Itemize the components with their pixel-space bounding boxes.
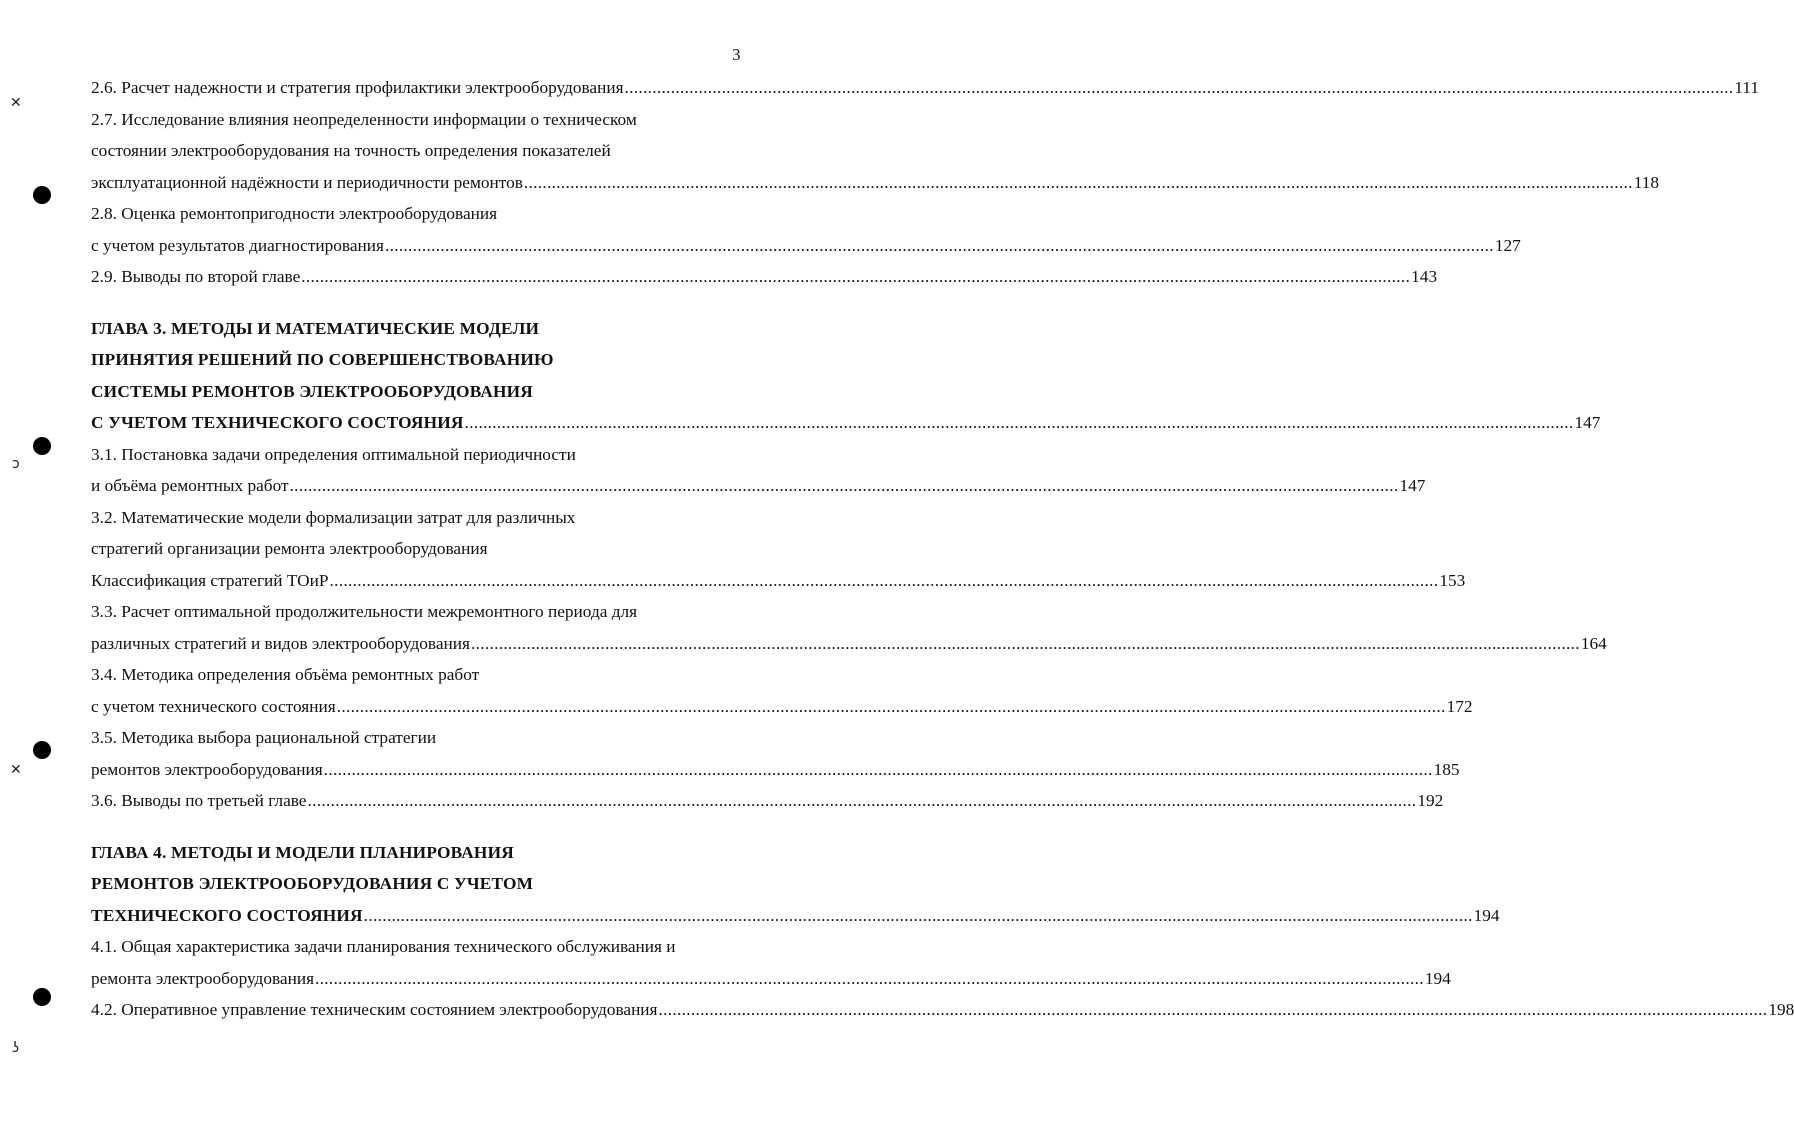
toc-page-number: 172 — [1446, 696, 1473, 716]
toc-line-text: и объёма ремонтных работ — [91, 476, 289, 495]
toc-line — [91, 900, 1500, 932]
toc-entry — [91, 198, 1521, 261]
toc-line — [91, 628, 1607, 660]
toc-entry — [91, 596, 1607, 659]
toc-line — [91, 230, 1521, 262]
toc-line — [91, 659, 738, 691]
toc-page-number: 127 — [1494, 235, 1521, 255]
punch-hole — [33, 988, 51, 1006]
toc-dot-leader: ................................................................................................................................................................................................................................................ — [307, 791, 1417, 810]
toc-line-text: ПРИНЯТИЯ РЕШЕНИЙ ПО СОВЕРШЕНСТВОВАНИЮ — [91, 350, 554, 369]
toc-dot-leader: ................................................................................................................................................................................................................................................ — [323, 759, 1433, 779]
toc-line-text: 2.6. Расчет надежности и стратегия профилактики электрооборудования — [91, 78, 624, 97]
toc-line — [91, 439, 738, 471]
punch-hole — [33, 741, 51, 759]
toc-page-number: 143 — [1411, 267, 1438, 286]
toc-entry — [91, 104, 1660, 199]
toc-line-text: ремонтов электрооборудования — [91, 759, 323, 779]
toc-line-text: состоянии электрооборудования на точность определения показателей — [91, 141, 611, 160]
toc-line-text: 3.2. Математические модели формализации затрат для различных — [91, 507, 576, 527]
toc-dot-leader: ................................................................................................................................................................................................................................................ — [315, 968, 1424, 988]
toc-line — [91, 994, 1794, 1026]
toc-line — [91, 785, 1444, 817]
toc-line — [91, 313, 738, 345]
toc-entry — [91, 659, 1473, 722]
toc-line — [91, 470, 1426, 502]
toc-entry — [91, 261, 1438, 293]
toc-line-text: 3.5. Методика выбора рациональной стратегии — [91, 728, 437, 747]
toc-line — [91, 533, 738, 565]
toc-line — [91, 691, 1473, 723]
margin-mark: ʖ — [12, 1040, 20, 1056]
toc-line-text: эксплуатационной надёжности и периодичности ремонтов — [91, 172, 523, 192]
toc-line-text: различных стратегий и видов электрооборудования — [91, 633, 470, 653]
punch-hole — [33, 186, 51, 204]
toc-page-number: 194 — [1473, 905, 1500, 925]
toc-line — [91, 837, 738, 869]
toc-line-text: 3.1. Постановка задачи определения оптимальной периодичности — [91, 444, 576, 464]
toc-page-number: 194 — [1424, 968, 1451, 988]
toc-entry — [91, 994, 1794, 1026]
toc-line-text: 3.6. Выводы по третьей главе — [91, 791, 307, 810]
toc-dot-leader: ................................................................................................................................................................................................................................................ — [363, 905, 1473, 925]
toc-line-text: ГЛАВА 3. МЕТОДЫ И МАТЕМАТИЧЕСКИЕ МОДЕЛИ — [91, 318, 540, 338]
toc-page-number: 164 — [1580, 633, 1607, 653]
toc-line-text: 2.9. Выводы по второй главе — [91, 267, 301, 286]
toc-page-number: 111 — [1734, 78, 1760, 97]
toc-line — [91, 754, 1460, 786]
toc-dot-leader: ................................................................................................................................................................................................................................................ — [523, 172, 1633, 192]
toc-line-text: ГЛАВА 4. МЕТОДЫ И МОДЕЛИ ПЛАНИРОВАНИЯ — [91, 842, 514, 862]
toc-entry — [91, 502, 1466, 597]
toc-entry — [91, 722, 1460, 785]
toc-line-text: С УЧЕТОМ ТЕХНИЧЕСКОГО СОСТОЯНИЯ — [91, 413, 464, 432]
toc-line-text: с учетом результатов диагностирования — [91, 235, 384, 255]
toc-dot-leader: ................................................................................................................................................................................................................................................ — [336, 696, 1446, 716]
toc-line — [91, 722, 738, 754]
toc-line — [91, 261, 1438, 293]
toc-entry — [91, 931, 1451, 994]
toc-dot-leader: ................................................................................................................................................................................................................................................ — [289, 476, 1399, 495]
toc-line-text: 3.4. Методика определения объёма ремонтных работ — [91, 665, 480, 684]
toc-line-text: стратегий организации ремонта электрооборудования — [91, 539, 488, 558]
toc-dot-leader: ................................................................................................................................................................................................................................................ — [624, 78, 1734, 97]
margin-mark: ↄ — [12, 456, 20, 472]
toc-line — [91, 502, 738, 534]
toc-line — [91, 963, 1451, 995]
toc-line-text: 2.8. Оценка ремонтопригодности электрооборудования — [91, 204, 498, 223]
toc-entry — [91, 785, 1444, 817]
page-number: 3 — [732, 45, 741, 64]
toc-line-text: ТЕХНИЧЕСКОГО СОСТОЯНИЯ — [91, 905, 363, 925]
toc-line — [91, 868, 738, 900]
toc-dot-leader: ................................................................................................................................................................................................................................................ — [658, 1000, 1768, 1019]
toc-dot-leader: ................................................................................................................................................................................................................................................ — [329, 570, 1439, 590]
toc-dot-leader: ................................................................................................................................................................................................................................................ — [470, 633, 1580, 653]
toc-line — [91, 376, 738, 408]
toc-line — [91, 565, 1466, 597]
toc-line-text: 3.3. Расчет оптимальной продолжительности межремонтного периода для — [91, 602, 638, 621]
toc-dot-leader: ................................................................................................................................................................................................................................................ — [301, 267, 1411, 286]
toc-line — [91, 198, 738, 230]
toc-page-number: 147 — [1574, 413, 1601, 432]
margin-mark: ✕ — [10, 762, 22, 778]
toc-page-number: 185 — [1433, 759, 1460, 779]
toc-line — [91, 407, 1601, 439]
toc-line — [91, 104, 738, 136]
toc-chapter-heading — [91, 313, 1601, 439]
toc-dot-leader: ................................................................................................................................................................................................................................................ — [464, 413, 1574, 432]
toc-entry — [91, 72, 1760, 104]
punch-hole — [33, 437, 51, 455]
toc-line-text: с учетом технического состояния — [91, 696, 336, 716]
toc-line — [91, 931, 738, 963]
toc-line-text: 4.2. Оперативное управление техническим состоянием электрооборудования — [91, 1000, 658, 1019]
toc-line-text: 2.7. Исследование влияния неопределенности информации о техническом — [91, 109, 637, 129]
toc-page-number: 147 — [1399, 476, 1426, 495]
toc-dot-leader: ................................................................................................................................................................................................................................................ — [384, 235, 1494, 255]
toc-line-text: Классификация стратегий ТОиР — [91, 570, 329, 590]
toc-line — [91, 344, 738, 376]
toc-page-number: 118 — [1633, 172, 1660, 192]
toc-line-text: 4.1. Общая характеристика задачи планирования технического обслуживания и — [91, 937, 676, 956]
toc-line — [91, 596, 738, 628]
toc-line — [91, 72, 1760, 104]
toc-page-number: 153 — [1439, 570, 1466, 590]
toc-line-text: СИСТЕМЫ РЕМОНТОВ ЭЛЕКТРООБОРУДОВАНИЯ — [91, 381, 533, 401]
toc-entry — [91, 439, 1426, 502]
toc-line — [91, 167, 1660, 199]
toc-line-text: РЕМОНТОВ ЭЛЕКТРООБОРУДОВАНИЯ С УЧЕТОМ — [91, 874, 534, 893]
toc-line-text: ремонта электрооборудования — [91, 968, 315, 988]
toc-chapter-heading — [91, 837, 1500, 932]
toc-line — [91, 135, 738, 167]
table-of-contents — [91, 72, 1794, 1026]
margin-mark: ✕ — [10, 95, 22, 111]
toc-page-number: 198 — [1768, 1000, 1794, 1019]
toc-page-number: 192 — [1417, 791, 1444, 810]
